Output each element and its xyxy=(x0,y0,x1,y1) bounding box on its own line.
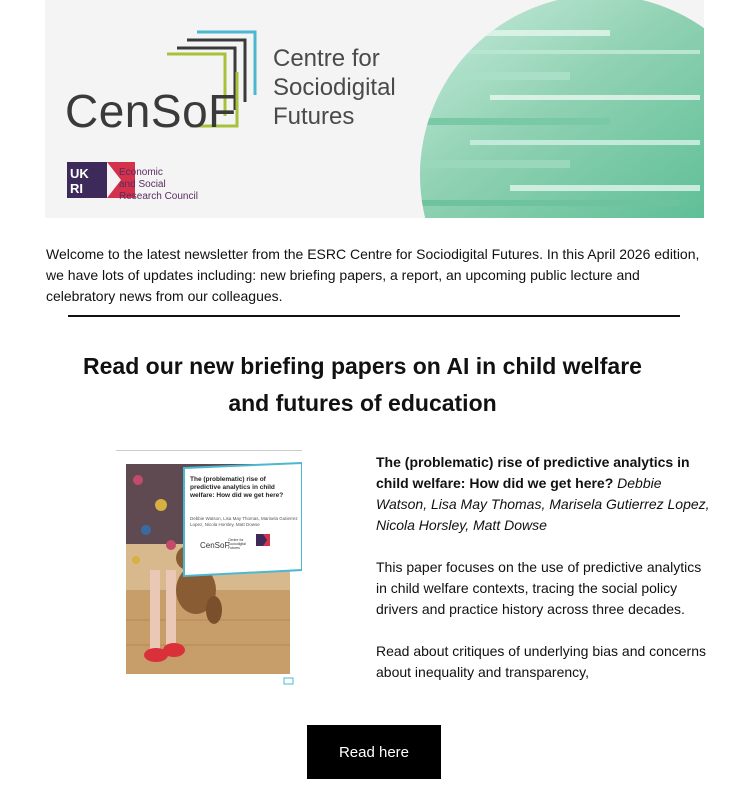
newsletter-banner xyxy=(45,0,704,218)
headline-line: Read our new briefing papers on AI in child welfare xyxy=(83,353,642,379)
cover-logo-sub: Centre for Sociodigital Futures xyxy=(228,538,246,550)
article-title: The (problematic) rise of predictive analytics in child welfare: How did we get here? xyxy=(376,454,690,491)
section-divider xyxy=(68,315,680,317)
funder-line: Economic xyxy=(119,167,163,178)
tagline-line: Futures xyxy=(273,103,355,130)
funder-line: and Social xyxy=(119,179,166,190)
svg-text:UK: UK xyxy=(70,166,89,181)
funder-line: Research Council xyxy=(119,191,198,202)
headline-line: and futures of education xyxy=(228,390,497,416)
svg-text:RI: RI xyxy=(70,181,83,196)
article-authors: Debbie Watson, Lisa May Thomas, Marisela Gutierrez Lopez, Nicola Horsley, Matt Dowse xyxy=(376,475,710,533)
article-paragraph: This paper focuses on the use of predictive analytics in child welfare contexts, tracing the social policy drivers and practice history across three decades. xyxy=(376,559,702,617)
tagline-line: Centre for xyxy=(273,45,380,72)
censof-wordmark: CenSoF xyxy=(65,85,237,137)
funder-name xyxy=(119,167,229,203)
decorative-globe-graphic xyxy=(400,0,704,218)
cover-authors: Debbie Watson, Lisa May Thomas, Marisela Gutierrez Lopez, Nicola Horsley, Matt Dowse xyxy=(190,516,298,527)
article-paragraph: Read about critiques of underlying bias and concerns about inequality and transparency, xyxy=(376,643,706,680)
cover-title: The (problematic) rise of predictive analytics in child welfare: How did we get here? xyxy=(190,476,284,499)
article-heading xyxy=(376,452,716,536)
read-here-button[interactable]: Read here xyxy=(307,725,441,779)
section-headline xyxy=(40,348,685,422)
tagline-line: Sociodigital xyxy=(273,74,396,101)
intro-paragraph: Welcome to the latest newsletter from the ESRC Centre for Sociodigital Futures. In this April 2026 edition, we have lots of updates including: new briefing papers, a report, an upcoming public lecture and celebratory news from our colleagues. xyxy=(46,246,700,304)
briefing-paper-cover-image[interactable] xyxy=(116,450,302,686)
briefing-paper-summary xyxy=(376,452,716,704)
cover-logo-text: CenSoF xyxy=(200,541,230,550)
